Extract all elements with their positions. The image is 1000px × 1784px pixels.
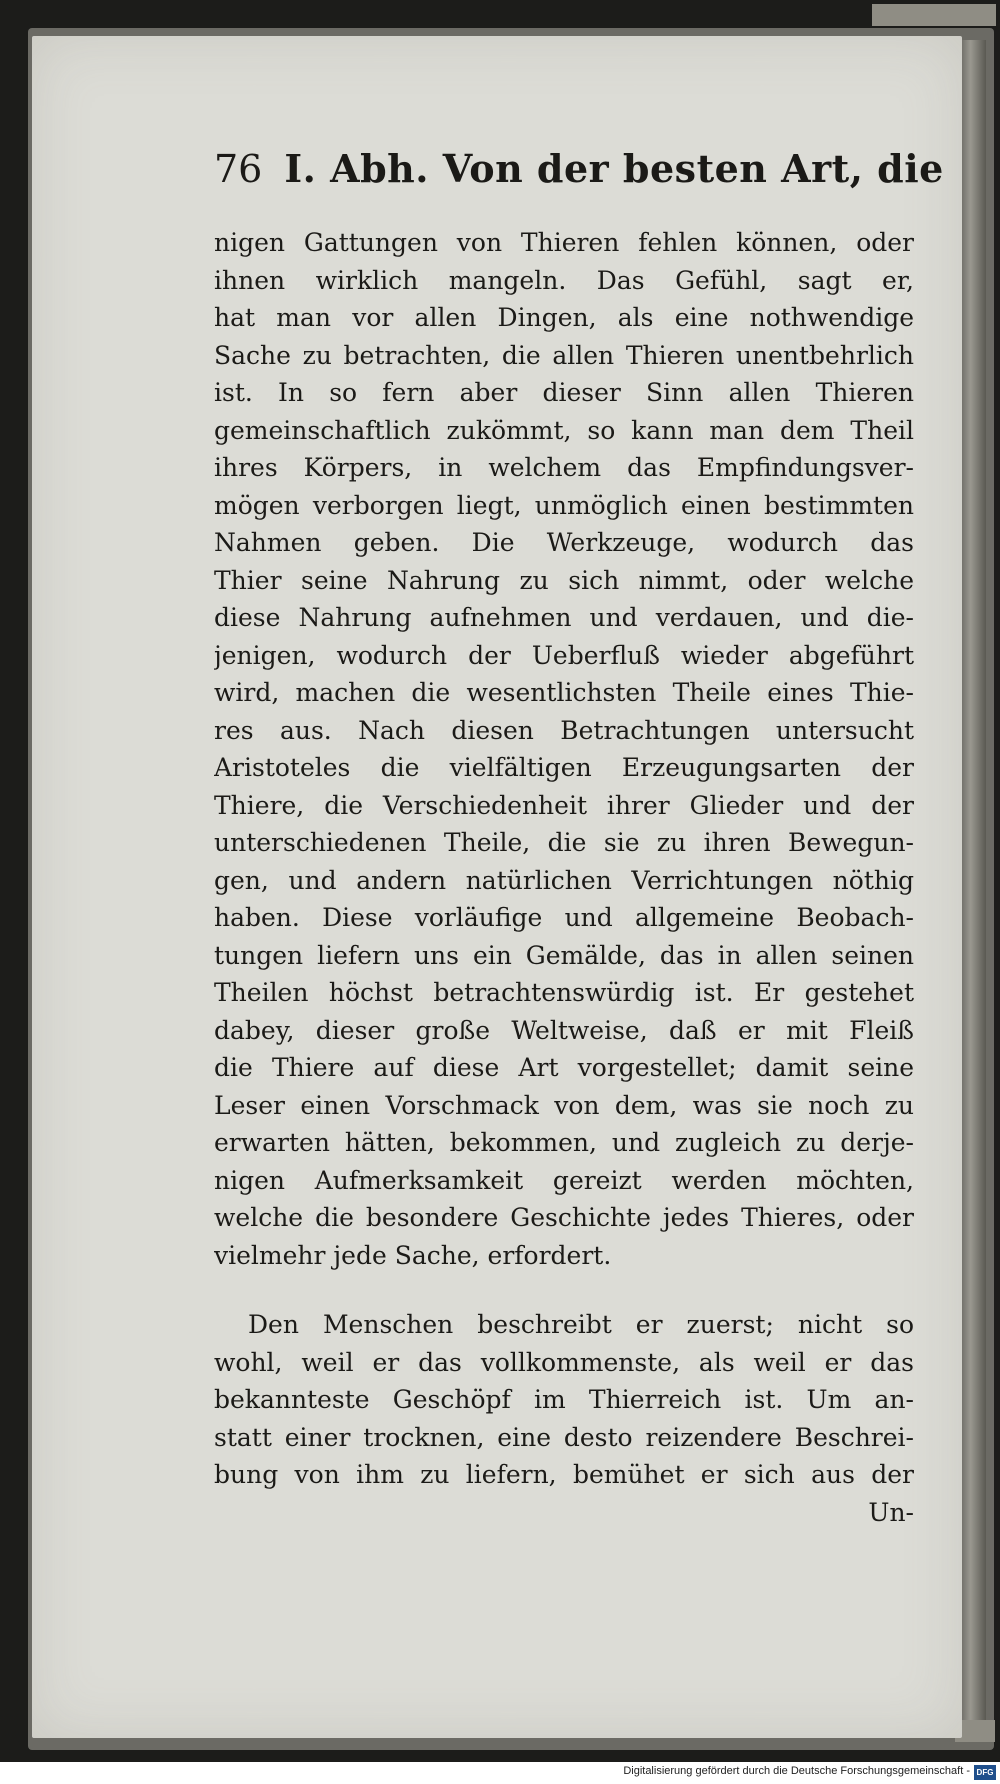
text-line: unterschiedenen Theile, die sie zu ihren Bewegun- — [214, 828, 914, 857]
paragraph-gap — [214, 1274, 914, 1306]
text-line: Den Menschen beschreibt er zuerst; nicht so — [248, 1310, 914, 1339]
text-line: nigen Gattungen von Thieren fehlen können, oder — [214, 228, 914, 257]
text-line: Leser einen Vorschmack von dem, was sie noch zu — [214, 1090, 914, 1120]
text-line: nigen Aufmerksamkeit gereizt werden möchten, — [214, 1165, 914, 1195]
text-line: tungen liefern uns ein Gemälde, das in allen seinen — [214, 940, 914, 970]
text-line: mögen verborgen liegt, unmöglich einen bestimmten — [214, 490, 914, 520]
body-text — [214, 224, 914, 1531]
digitization-footer — [0, 1762, 1000, 1784]
text-line: vielmehr jede Sache, erfordert. — [214, 1240, 612, 1270]
text-line: wird, machen die wesentlichsten Theile eines Thie- — [214, 678, 914, 707]
funding-credit: Digitalisierung gefördert durch die Deutsche Forschungsgemeinschaft - — [623, 1765, 970, 1777]
text-line: Nahmen geben. Die Werkzeuge, wodurch das — [214, 528, 914, 557]
text-line: jenigen, wodurch der Ueberfluß wieder abgeführt — [214, 640, 914, 670]
paragraph-2 — [214, 1306, 914, 1494]
text-line: dabey, dieser große Weltweise, daß er mit Fleiß — [214, 1015, 914, 1045]
text-line: Theilen höchst betrachtenswürdig ist. Er gestehet — [214, 978, 914, 1007]
text-line: die Thiere auf diese Art vorgestellet; damit seine — [214, 1053, 914, 1082]
text-line: hat man vor allen Dingen, als eine nothwendige — [214, 303, 914, 332]
text-line: wohl, weil er das vollkommenste, als weil er das — [214, 1347, 914, 1377]
book-spine-shadow — [960, 40, 986, 1740]
text-line: statt einer trocknen, eine desto reizendere Beschrei- — [214, 1422, 914, 1452]
paragraph-1 — [214, 224, 914, 1274]
page-corner-top — [872, 4, 996, 26]
text-line: erwarten hätten, bekommen, und zugleich zu derje- — [214, 1128, 914, 1157]
text-line: bekannteste Geschöpf im Thierreich ist. Um an- — [214, 1385, 914, 1414]
text-line: ihnen wirklich mangeln. Das Gefühl, sagt er, — [214, 265, 914, 295]
text-line: bung von ihm zu liefern, bemühet er sich aus der — [214, 1460, 914, 1489]
text-line: Aristoteles die vielfältigen Erzeugungsarten der — [214, 753, 914, 782]
text-line: gen, und andern natürlichen Verrichtungen nöthig — [214, 865, 914, 895]
text-line: res aus. Nach diesen Betrachtungen untersucht — [214, 715, 914, 745]
running-head — [214, 146, 944, 202]
running-title: I. Abh. Von der besten Art, die — [284, 146, 944, 191]
text-line: Sache zu betrachten, die allen Thieren unentbehrlich — [214, 340, 914, 370]
catchword: Un- — [868, 1497, 914, 1527]
text-line: diese Nahrung aufnehmen und verdauen, und die- — [214, 603, 914, 632]
dfg-logo-icon: DFG — [974, 1765, 996, 1780]
text-line: ihres Körpers, in welchem das Empfindungsver- — [214, 453, 914, 482]
text-line: Thier seine Nahrung zu sich nimmt, oder welche — [214, 565, 914, 595]
text-line: welche die besondere Geschichte jedes Thieres, oder — [214, 1203, 914, 1232]
text-line: Thiere, die Verschiedenheit ihrer Glieder und der — [214, 790, 914, 820]
text-line: ist. In so fern aber dieser Sinn allen Thieren — [214, 378, 914, 407]
text-line: haben. Diese vorläufige und allgemeine Beobach- — [214, 903, 914, 932]
page-number: 76 — [214, 147, 263, 191]
text-line: gemeinschaftlich zukömmt, so kann man dem Theil — [214, 415, 914, 445]
